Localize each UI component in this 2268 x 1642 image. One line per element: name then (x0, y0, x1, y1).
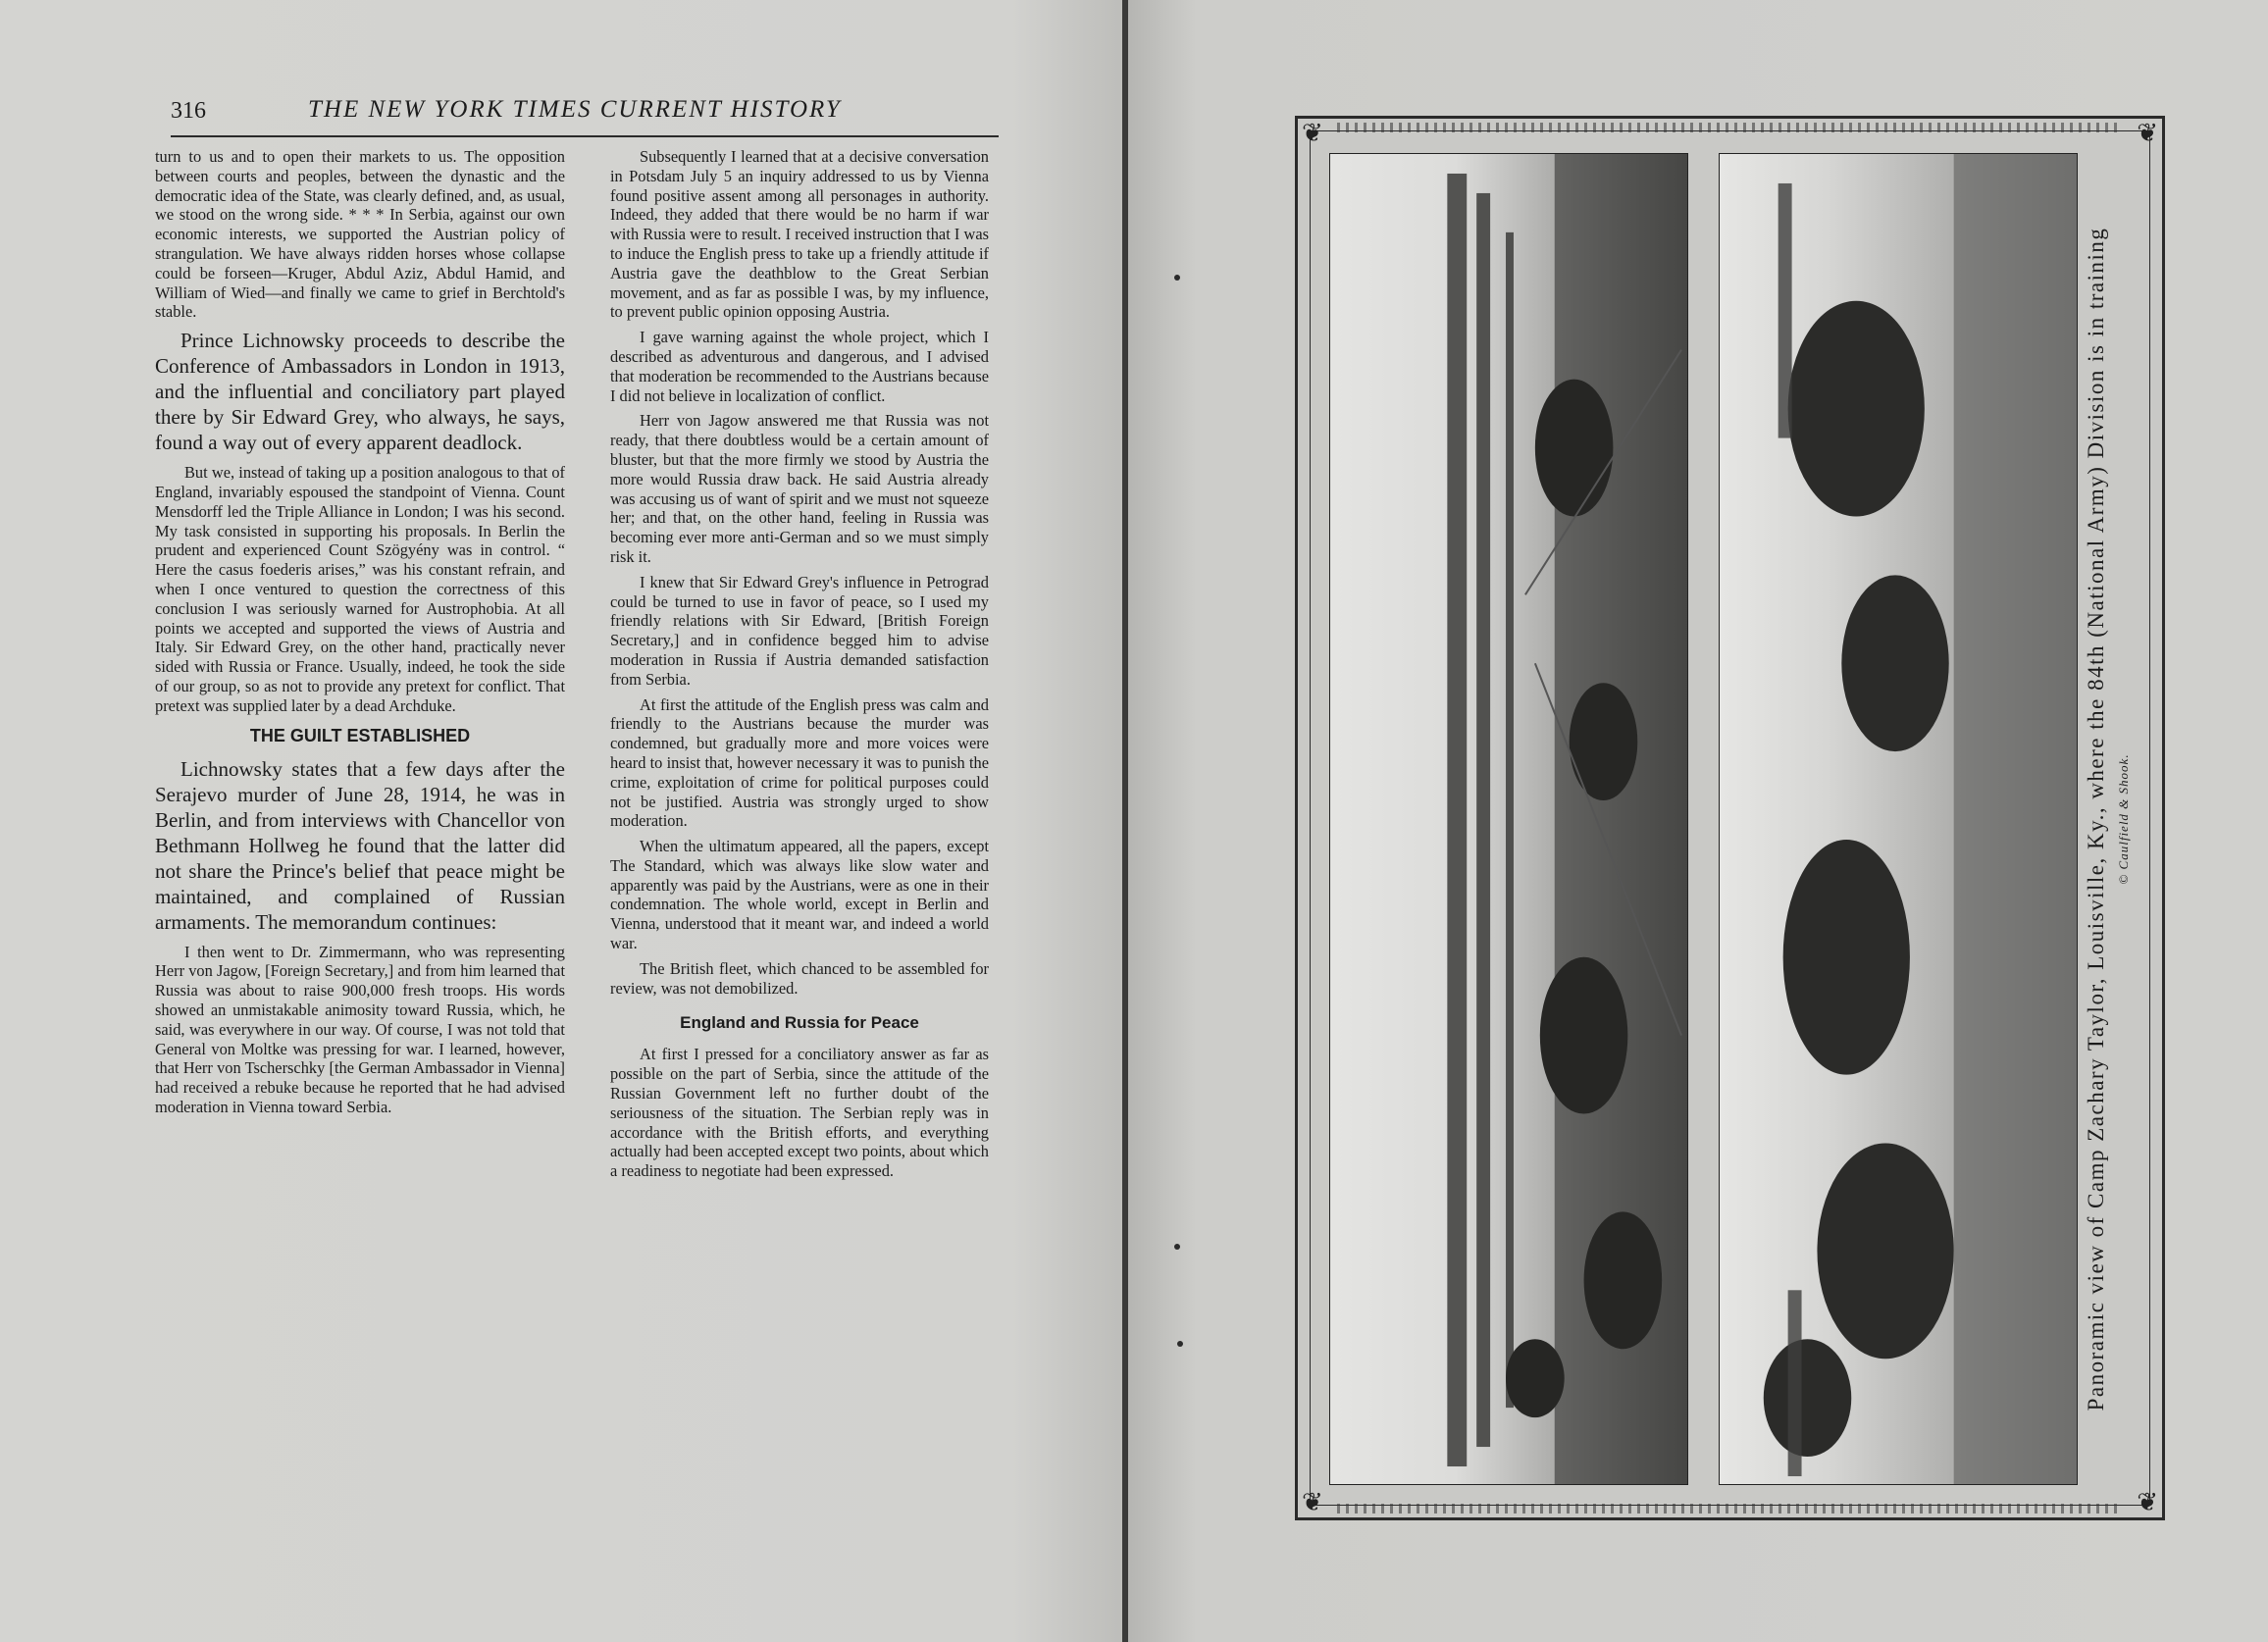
section-heading: THE GUILT ESTABLISHED (249, 725, 471, 745)
summary-paragraph: Prince Lichnowsky proceeds to describe the Conference of Ambassadors in London in 1913, and the influential and conciliatory part played there by Sir Edward Grey, who always, he says, found a way out of every apparent deadlock. (155, 329, 565, 455)
photo-caption (2080, 153, 2154, 1485)
journal-title: THE NEW YORK TIMES CURRENT HISTORY (308, 96, 842, 123)
printer-mark (1174, 1244, 1180, 1250)
printer-mark (1174, 275, 1180, 281)
running-head (171, 98, 999, 137)
quote-paragraph: The British fleet, which chanced to be assembled for review, was not demobilized. (610, 958, 989, 998)
caption-text: Panoramic view of Camp Zachary Taylor, Louisville, Ky., where the 84th (National Army) Division is in training (2084, 227, 2108, 1411)
frame-border-ornament (1337, 1504, 2123, 1514)
quote-paragraph: When the ultimatum appeared, all the papers, except The Standard, which was always like slow water and apparently was paid by the Austrians, were as one in their condemnation. The whole world, except in Berlin and Vienna, understood that it meant war, and indeed a world war. (610, 837, 989, 953)
quote-paragraph: At first the attitude of the English press was calm and friendly to the Austrians because the murder was condemned, but gradually more and more voices were heard to insist that, however necessary it was to punish the crime, exploitation of crime for political purposes could not be justified. Austria was strongly urged to show moderation. (610, 694, 989, 831)
corner-ornament-icon: ❦ (1302, 1488, 1323, 1517)
quote-paragraph: Subsequently I learned that at a decisive conversation in Potsdam July 5 an inquiry addressed to us by Vienna found positive assent among all personages in authority. Indeed, they added that there would be no harm if war with Russia were to result. I received instruction that I was to induce the English press to take up a friendly attitude if Austria gave the deathblow to the Great Serbian movement, and as far as possible I was, by my influence, to prevent public opinion opposing Austria. (610, 147, 989, 322)
quote-paragraph: I gave warning against the whole project, which I described as adventurous and dangerous, and I advised that moderation be recommended to the Austrians because I did not believe in localization of conflict. (610, 328, 989, 405)
panorama-photo-right (1719, 153, 2078, 1485)
camp-panorama-image (1330, 154, 1687, 1484)
quote-paragraph: I then went to Dr. Zimmermann, who was representing Herr von Jagow, [Foreign Secretary,] and from him learned that Russia was about to raise 900,000 fresh troops. His words showed an unmistakable animosity toward Russia, which, he said, was everywhere in our way. Of course, I was not told that General von Moltke was pressing for war. I learned, however, that Herr von Tscherschky [the German Ambassador in Vienna] had received a rebuke because he reported that he had advised moderation in Vienna toward Serbia. (155, 942, 565, 1116)
quote-paragraph: Herr von Jagow answered me that Russia was not ready, that there doubtless would be a certain amount of bluster, but that the more firmly we stood by Austria the more would Russia draw back. He said Austria already was accusing us of want of spirit and we must not squeeze her; and that, on the other hand, feeling in Russia was becoming ever more anti-German and so we must simply risk it. (610, 411, 989, 566)
panorama-photo-left (1329, 153, 1688, 1485)
left-column (155, 147, 565, 1123)
photo-credit: © Caulfield & Shook. (2116, 753, 2131, 885)
right-column (610, 147, 989, 1187)
subsection-heading: England and Russia for Peace (680, 1013, 919, 1033)
corner-ornament-icon: ❦ (1302, 119, 1323, 148)
quote-paragraph: turn to us and to open their markets to us. The opposition between courts and peoples, between the dynastic and the democratic idea of the State, was clearly defined, and, as usual, we stood on the wrong side. * * * In Serbia, against our own economic interests, we supported the Austrian policy of strangulation. We have always ridden horses whose collapse could be forseen—Kruger, Abdul Aziz, Abdul Hamid, and William of Wied—and finally we came to grief in Berchtold's stable. (155, 147, 565, 322)
quote-paragraph: At first I pressed for a conciliatory answer as far as possible on the part of Serbia, since the attitude of the Russian Government left no further doubt of the seriousness of the situation. The Serbian reply was in accordance with the British efforts, and everything actually had been accepted except two points, about which a readiness to negotiate had been expressed. (610, 1045, 989, 1181)
summary-paragraph: Lichnowsky states that a few days after the Serajevo murder of June 28, 1914, he was in Berlin, and from interviews with Chancellor von Bethmann Hollweg he found that the latter did not share the Prince's belief that peace might be maintained, and complained of Russian armaments. The memorandum continues: (155, 756, 565, 934)
quote-paragraph: I knew that Sir Edward Grey's influence in Petrograd could be turned to use in favor of peace, so I used my friendly relations with Sir Edward, [British Foreign Secretary,] and in confidence begged him to advise moderation in Russia if Austria demanded satisfaction from Serbia. (610, 572, 989, 689)
frame-border-ornament (1337, 123, 2123, 132)
printer-mark (1177, 1341, 1183, 1347)
quote-paragraph: But we, instead of taking up a position analogous to that of England, invariably espoused the standpoint of Vienna. Count Mensdorff led the Triple Alliance in London; I was his second. My task consisted in supporting his proposals. In Berlin the prudent and experienced Count Szögyény was in control. “ Here the casus foederis arises,” was his constant refrain, and when I once ventured to question the correctness of this conclusion I was seriously warned for Austrophobia. At all points we accepted and supported the views of Austria and Italy. Sir Edward Grey, on the other hand, practically never sided with Russia or France. Usually, indeed, he took the side of our group, so as not to provide any pretext for conflict. That pretext was supplied later by a dead Archduke. (155, 463, 565, 715)
page-number: 316 (171, 98, 206, 124)
corner-ornament-icon: ❦ (2137, 119, 2158, 148)
corner-ornament-icon: ❦ (2137, 1488, 2158, 1517)
camp-panorama-image (1720, 154, 2077, 1484)
